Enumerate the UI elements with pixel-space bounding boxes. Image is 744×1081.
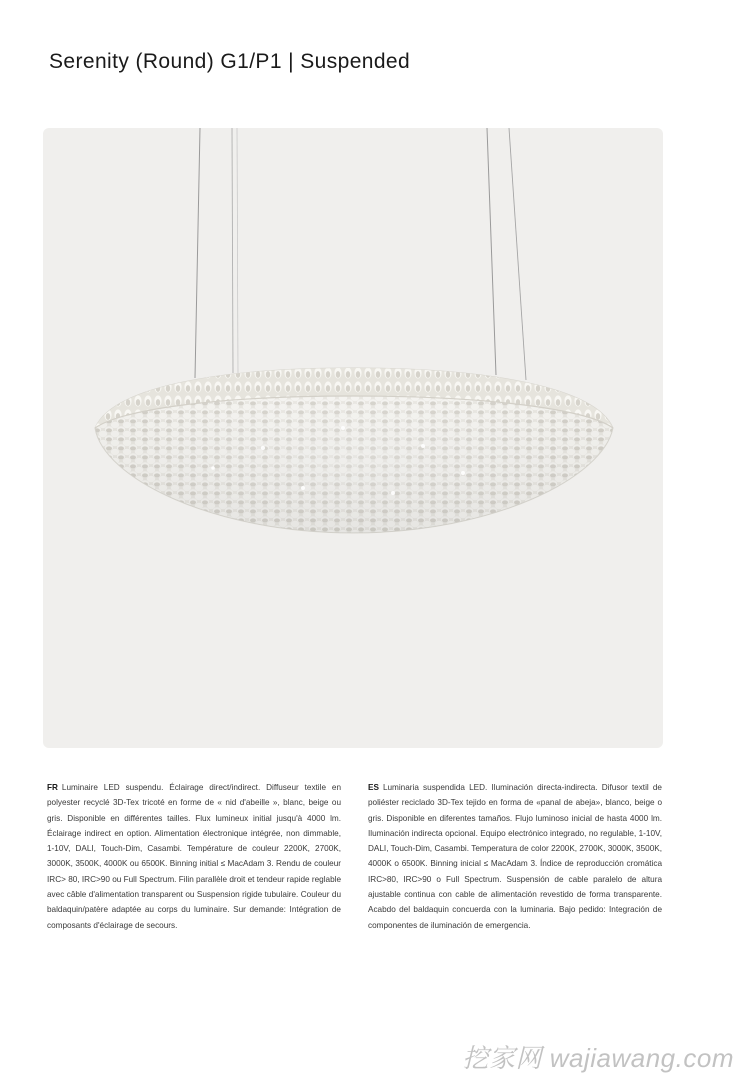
watermark: 挖家网 wajiawang.com	[462, 1043, 734, 1073]
description-es-text: Luminaria suspendida LED. Iluminación directa-indirecta. Difusor textil de poliéster reciclado 3D-Tex tejido en forma de «panal de abeja», blanco, beige o gris. Disponible en diferentes tamaños. Flujo luminoso inicial de hasta 4000 lm. Iluminación indirecta opcional. Equipo electrónico integrado, no regulable, 1-10V, DALI, Touch-Dim, Casambi. Temperatura de color 2200K, 2700K, 3000K, 3500K, 4000K o 6500K. Binning inicial ≤ MacAdam 3. Índice de reproducción cromática IRC>80, IRC>90 o Full Spectrum. Suspensión de cable paralelo de altura ajustable continua con cable de alimentación revestido de forma transparente. Acabdo del baldaquin concuerda con la luminaria. Bajo pedido: Integración de componentes de iluminación de emergencia.	[368, 783, 662, 930]
description-fr-text: Luminaire LED suspendu. Éclairage direct/indirect. Diffuseur textile en polyester recyclé 3D-Tex tricoté en forme de « nid d'abeille », blanc, beige ou gris. Disponible en différentes tailles. Flux lumineux initial jusqu'à 4000 lm. Éclairage indirect en option. Alimentation électronique intégrée, non dimmable, 1-10V, DALI, Touch-Dim, Casambi. Température de couleur 2200K, 2700K, 3000K, 3500K, 4000K ou 6500K. Binning initial ≤ MacAdam 3. Rendu de couleur IRC> 80, IRC>90 ou Full Spectrum. Filin parallèle droit et tendeur rapide reglable avec câble d'alimentation transparent ou Suspension rigide tubulaire. Couleur du baldaquin/patère adaptée au corps du luminaire. Sur demande: Intégration de composants d'éclairage de secours.	[47, 783, 341, 930]
lang-code-fr: FR	[47, 783, 58, 792]
pendant-luminaire-image	[43, 128, 663, 748]
page-title: Serenity (Round) G1/P1 | Suspended	[49, 50, 411, 73]
product-photo	[43, 128, 663, 748]
lang-code-es: ES	[368, 783, 379, 792]
honeycomb-diffuser	[83, 358, 623, 548]
description-fr	[47, 780, 341, 933]
suspension-cables	[195, 128, 526, 380]
description-es	[368, 780, 662, 933]
